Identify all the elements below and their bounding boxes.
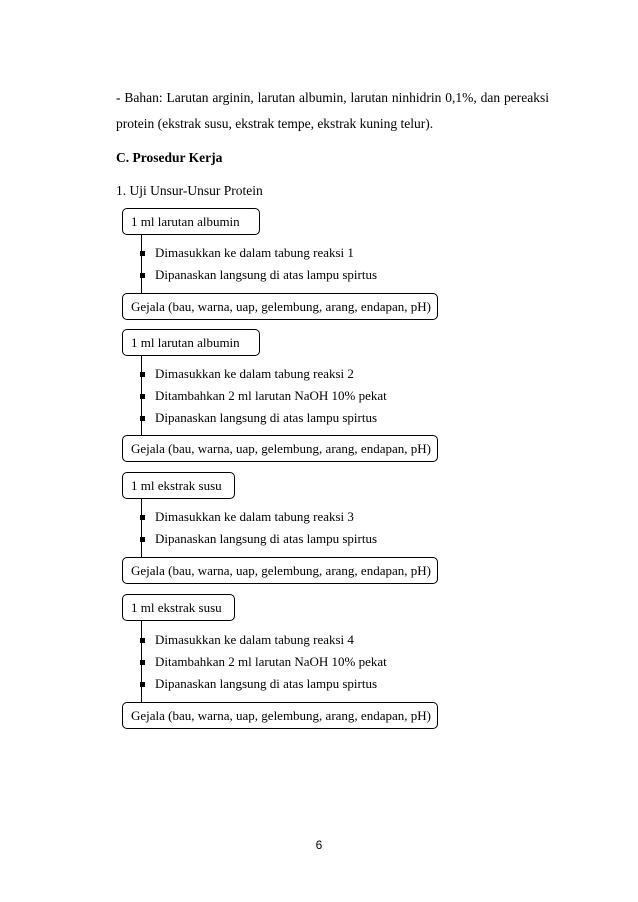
result-box: Gejala (bau, warna, uap, gelembung, arang, endapan, pH)	[122, 702, 438, 729]
bullet-icon	[140, 416, 145, 421]
step-item: Ditambahkan 2 ml larutan NaOH 10% pekat	[146, 388, 387, 404]
bahan-line-1: - Bahan: Larutan arginin, larutan albumin, larutan ninhidrin 0,1%, dan pereaksi	[116, 90, 549, 105]
sample-box: 1 ml ekstrak susu	[122, 594, 235, 621]
bullet-icon	[140, 682, 145, 687]
bullet-icon	[140, 372, 145, 377]
result-box: Gejala (bau, warna, uap, gelembung, arang, endapan, pH)	[122, 557, 438, 584]
result-box: Gejala (bau, warna, uap, gelembung, arang, endapan, pH)	[122, 293, 438, 320]
bullet-icon	[140, 394, 145, 399]
bullet-icon	[140, 537, 145, 542]
step-item: Dipanaskan langsung di atas lampu spirtus	[146, 410, 377, 426]
bullet-icon	[140, 273, 145, 278]
sample-box: 1 ml ekstrak susu	[122, 472, 235, 499]
bullet-icon	[140, 638, 145, 643]
page-number: 6	[315, 838, 323, 852]
sample-box: 1 ml larutan albumin	[122, 329, 260, 356]
result-box: Gejala (bau, warna, uap, gelembung, arang, endapan, pH)	[122, 435, 438, 462]
step-item: Dipanaskan langsung di atas lampu spirtus	[146, 267, 377, 283]
step-item: Dimasukkan ke dalam tabung reaksi 2	[146, 366, 354, 382]
connector-line	[141, 235, 142, 294]
step-item: Dimasukkan ke dalam tabung reaksi 3	[146, 509, 354, 525]
bullet-icon	[140, 660, 145, 665]
bahan-line-2: protein (ekstrak susu, ekstrak tempe, ekstrak kuning telur).	[116, 116, 434, 131]
bullet-icon	[140, 515, 145, 520]
step-item: Dipanaskan langsung di atas lampu spirtus	[146, 676, 377, 692]
step-item: Dipanaskan langsung di atas lampu spirtus	[146, 531, 377, 547]
step-item: Dimasukkan ke dalam tabung reaksi 4	[146, 632, 354, 648]
step-item: Dimasukkan ke dalam tabung reaksi 1	[146, 245, 354, 261]
section-title: C. Prosedur Kerja	[116, 150, 223, 165]
sample-box: 1 ml larutan albumin	[122, 208, 260, 235]
connector-line	[141, 499, 142, 558]
step-item: Ditambahkan 2 ml larutan NaOH 10% pekat	[146, 654, 387, 670]
subsection-title: 1. Uji Unsur-Unsur Protein	[116, 183, 263, 198]
bullet-icon	[140, 251, 145, 256]
